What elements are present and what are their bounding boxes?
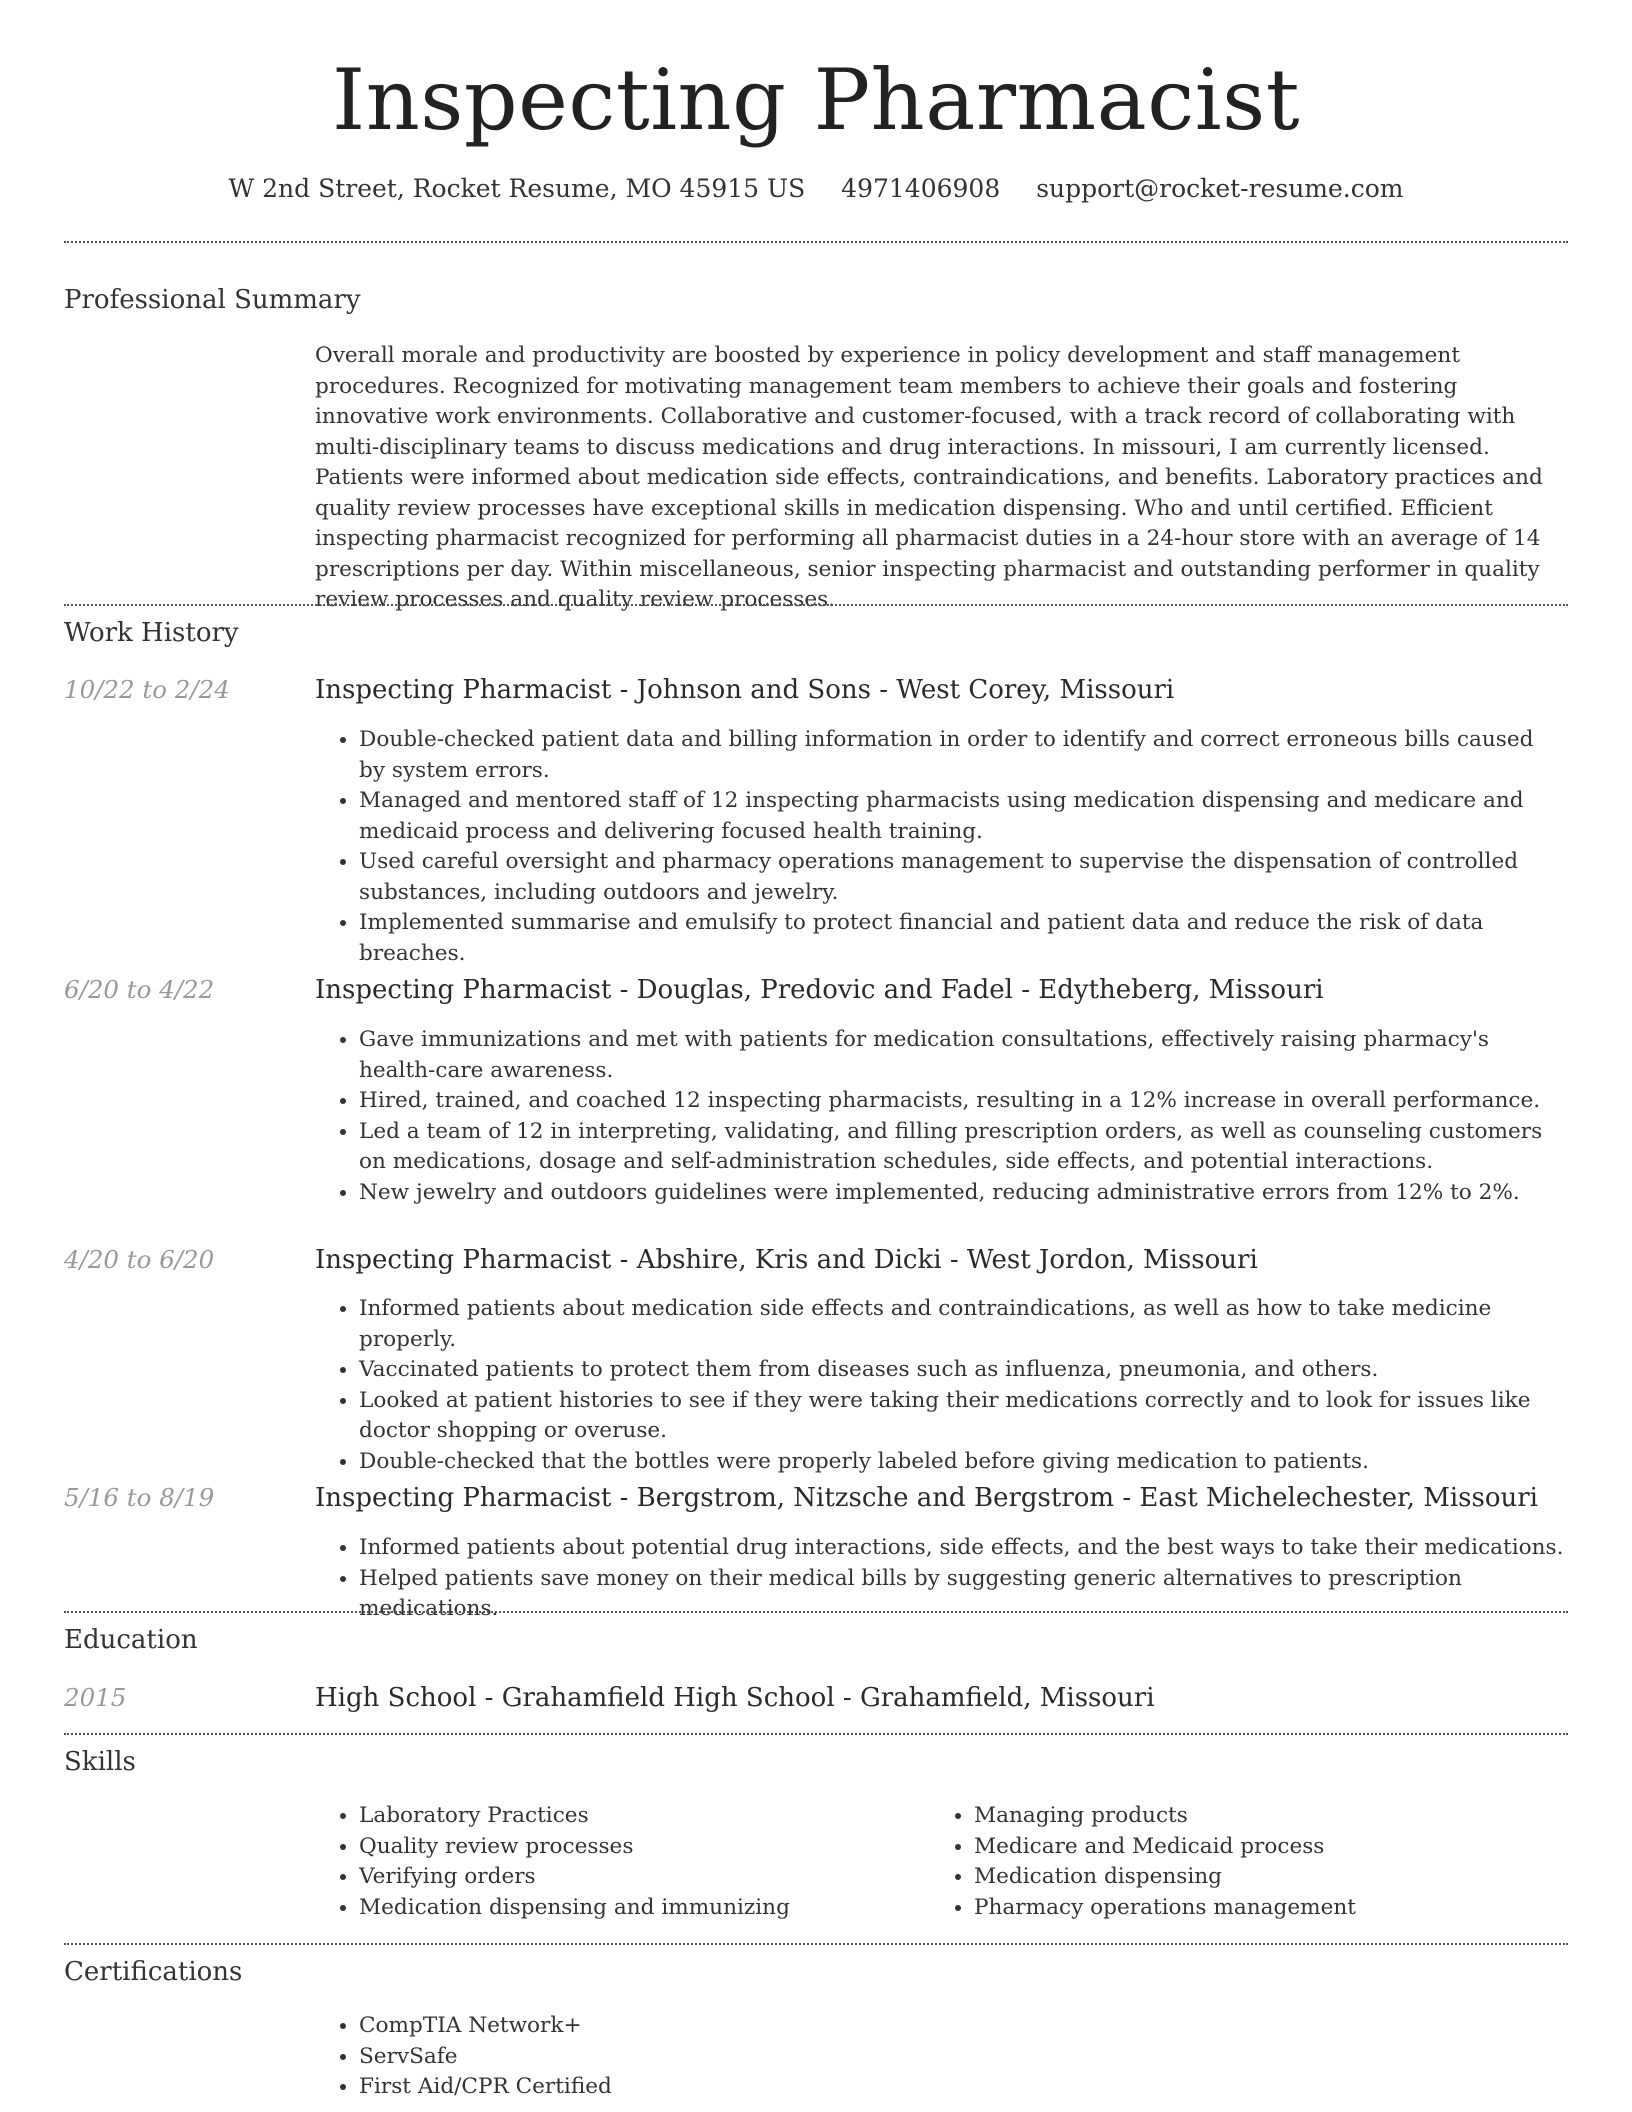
resume-name: Inspecting Pharmacist [332, 51, 1300, 149]
certification-item: • CompTIA Network+ [359, 2011, 1565, 2042]
job-bullet: • Vaccinated patients to protect them from diseases such as influenza, pneumonia, and others. [359, 1355, 1565, 1386]
job-bullet: • Gave immunizations and met with patients for medication consultations, effectively raising pharmacy's health-care awareness. [359, 1025, 1565, 1086]
section-title-education: Education [64, 1625, 198, 1655]
education-year: 2015 [64, 1683, 127, 1712]
section-title-work: Work History [64, 618, 239, 648]
skills-list-right [930, 1801, 1530, 1923]
section-title-skills: Skills [64, 1747, 136, 1777]
job-heading: Inspecting Pharmacist - Abshire, Kris and Dicki - West Jordon, Missouri [315, 1245, 1258, 1275]
job-dates: 5/16 to 8/19 [64, 1483, 215, 1512]
job-bullet: • Informed patients about medication side effects and contraindications, as well as how to take medicine properly. [359, 1294, 1565, 1355]
job-bullet: • Looked at patient histories to see if they were taking their medications correctly and to look for issues like doctor shopping or overuse. [359, 1386, 1565, 1447]
job-dates: 4/20 to 6/20 [64, 1245, 215, 1274]
section-divider [64, 1733, 1568, 1735]
education-heading: High School - Grahamfield High School - Grahamfield, Missouri [315, 1683, 1155, 1713]
contact-email: support@rocket-resume.com [1036, 174, 1404, 203]
skill-item: • Medicare and Medicaid process [974, 1832, 1530, 1863]
skill-item: • Medication dispensing and immunizing [359, 1893, 915, 1924]
job-bullet: • Double-checked that the bottles were properly labeled before giving medication to patients. [359, 1447, 1565, 1478]
contact-address: W 2nd Street, Rocket Resume, MO 45915 US [228, 174, 806, 203]
skill-item: • Verifying orders [359, 1862, 915, 1893]
certification-item: • First Aid/CPR Certified [359, 2072, 1565, 2103]
job-bullet: • Led a team of 12 in interpreting, validating, and filling prescription orders, as well as counseling customers on medications, dosage and self-administration schedules, side effects, and potential interactions. [359, 1117, 1565, 1178]
job-bullets [315, 725, 1565, 969]
summary-text: Overall morale and productivity are boosted by experience in policy development and staff management procedures. Recognized for motivating management team members to achieve their goals and fostering innovative work environments. Collaborative and customer-focused, with a track record of collaborating with multi-disciplinary teams to discuss medications and drug interactions. In missouri, I am currently licensed. Patients were informed about medication side effects, contraindications, and benefits. Laboratory practices and quality review processes have exceptional skills in medication dispensing. Who and until certified. Efficient inspecting pharmacist recognized for performing all pharmacist duties in a 24-hour store with an average of 14 prescriptions per day. Within miscellaneous, senior inspecting pharmacist and outstanding performer in quality review processes and quality review processes. [315, 343, 1543, 612]
certification-item: • ServSafe [359, 2042, 1565, 2073]
job-bullet: • Helped patients save money on their medical bills by suggesting generic alternatives to prescription medications. [359, 1564, 1565, 1625]
section-title-summary: Professional Summary [64, 285, 361, 315]
job-bullets [315, 1294, 1565, 1477]
job-dates: 6/20 to 4/22 [64, 975, 215, 1004]
job-bullet: • Managed and mentored staff of 12 inspecting pharmacists using medication dispensing and medicare and medicaid process and delivering focused health training. [359, 786, 1565, 847]
section-title-certifications: Certifications [64, 1957, 243, 1987]
skill-item: • Medication dispensing [974, 1862, 1530, 1893]
job-heading: Inspecting Pharmacist - Bergstrom, Nitzsche and Bergstrom - East Michelechester, Missouri [315, 1483, 1538, 1513]
certifications-list [315, 2011, 1565, 2103]
section-divider [64, 1611, 1568, 1613]
section-divider [64, 604, 1568, 606]
skill-item: • Laboratory Practices [359, 1801, 915, 1832]
contact-phone: 4971406908 [841, 174, 1001, 203]
skills-list-left [315, 1801, 915, 1923]
contact-line [0, 170, 1632, 208]
job-bullet: • Double-checked patient data and billing information in order to identify and correct erroneous bills caused by system errors. [359, 725, 1565, 786]
skill-item: • Pharmacy operations management [974, 1893, 1530, 1924]
job-bullet: • Informed patients about potential drug interactions, side effects, and the best ways to take their medications. [359, 1533, 1565, 1564]
job-bullet: • Used careful oversight and pharmacy operations management to supervise the dispensation of controlled substances, including outdoors and jewelry. [359, 847, 1565, 908]
job-bullets [315, 1025, 1565, 1208]
section-divider [64, 241, 1568, 243]
skill-item: • Managing products [974, 1801, 1530, 1832]
job-dates: 10/22 to 2/24 [64, 675, 230, 704]
job-heading: Inspecting Pharmacist - Johnson and Sons - West Corey, Missouri [315, 675, 1175, 705]
job-bullet: • Hired, trained, and coached 12 inspecting pharmacists, resulting in a 12% increase in overall performance. [359, 1086, 1565, 1117]
job-bullet: • Implemented summarise and emulsify to protect financial and patient data and reduce the risk of data breaches. [359, 908, 1565, 969]
job-bullet: • New jewelry and outdoors guidelines were implemented, reducing administrative errors from 12% to 2%. [359, 1178, 1565, 1209]
skill-item: • Quality review processes [359, 1832, 915, 1863]
job-heading: Inspecting Pharmacist - Douglas, Predovic and Fadel - Edytheberg, Missouri [315, 975, 1324, 1005]
section-divider [64, 1943, 1568, 1945]
